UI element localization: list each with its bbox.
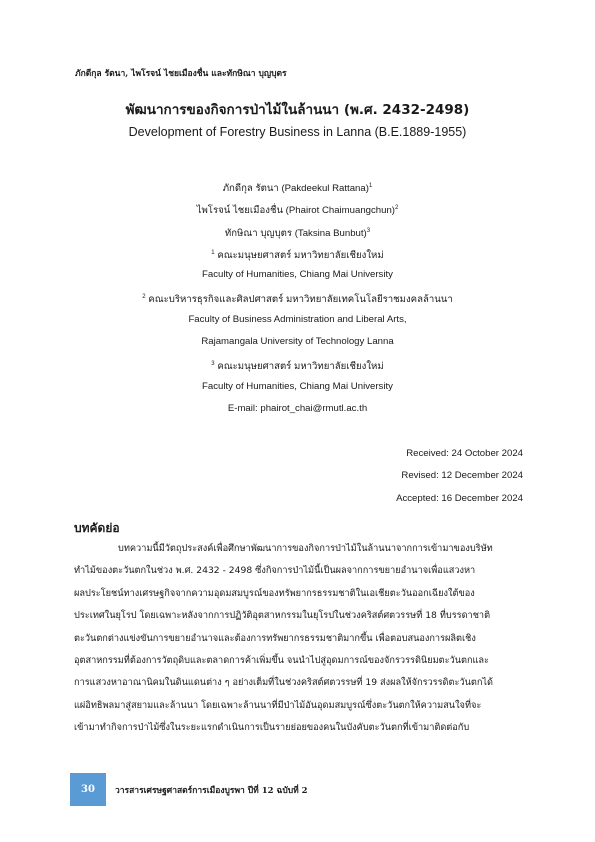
page-number: 30 bbox=[81, 784, 95, 795]
abstract-line: การแสวงหาอาณานิคมในดินแดนต่าง ๆ อย่างเต็มที่ในช่วงคริสต์ศตวรรษที่ 19 ส่งผลให้จักรวรรดิตะวันตกได้ bbox=[74, 677, 493, 689]
affiliation-3-sup: 3 bbox=[211, 361, 215, 368]
author-1-name: ภักดีกุล รัตนา (Pakdeekul Rattana) bbox=[222, 183, 369, 194]
abstract-line: แผ่อิทธิพลมาสู่สยามและล้านนา โดยเฉพาะล้านนาที่มีป่าไม้อันอุดมสมบูรณ์ซึ่งตะวันตกให้ความสนใจที่จะ bbox=[74, 699, 482, 711]
title-english: Development of Forestry Business in Lanna (B.E.1889-1955) bbox=[128, 125, 467, 139]
date-accepted: Accepted: 16 December 2024 bbox=[396, 492, 523, 504]
abstract-line: อุตสาหกรรมที่ต้องการวัตถุดิบและตลาดการค้าเพิ่มขึ้น จนนำไปสู่อุดมการณ์ของจักรวรรดินิยมตะวันตกและ bbox=[74, 654, 489, 666]
affiliation-1-english: Faculty of Humanities, Chiang Mai University bbox=[202, 269, 393, 281]
email: E-mail: phairot_chai@rmutl.ac.th bbox=[227, 402, 368, 414]
title-thai: พัฒนาการของกิจการป่าไม้ในล้านนา (พ.ศ. 2432-2498) bbox=[125, 102, 470, 118]
abstract-line: ผลประโยชน์ทางเศรษฐกิจจากความอุดมสมบูรณ์ของทรัพยากรธรรมชาติในเอเชียตะวันออกเฉียงใต้ของ bbox=[74, 587, 475, 599]
affiliation-3-english: Faculty of Humanities, Chiang Mai University bbox=[202, 380, 393, 392]
author-block bbox=[0, 175, 595, 420]
abstract-heading: บทคัดย่อ bbox=[74, 521, 120, 535]
abstract-line: ประเทศในยุโรป โดยเฉพาะหลังจากการปฏิวัติอุตสาหกรรมในยุโรปในช่วงคริสต์ศตวรรษที่ 18 ที่บรรดาชาติ bbox=[74, 610, 491, 622]
affiliation-1-thai-text: คณะมนุษยศาสตร์ มหาวิทยาลัยเชียงใหม่ bbox=[217, 249, 384, 261]
date-received: Received: 24 October 2024 bbox=[406, 448, 523, 459]
affiliation-2-thai bbox=[0, 286, 595, 308]
author-1 bbox=[0, 175, 595, 197]
abstract-line: เข้ามาทำกิจการป่าไม้ซึ่งในระยะแรกดำเนินการเป็นรายย่อยของคนในบังคับตะวันตกที่เข้ามาติดต่อกับ bbox=[74, 722, 470, 734]
author-2-sup: 2 bbox=[395, 205, 399, 212]
affiliation-2-sup: 2 bbox=[142, 294, 146, 301]
author-1-sup: 1 bbox=[368, 183, 373, 189]
affiliation-2-english-1: Faculty of Business Administration and Liberal Arts, bbox=[188, 313, 407, 325]
author-2-name: ไพโรจน์ ไชยเมืองชื่น (Phairot Chaimuangchun) bbox=[196, 205, 396, 217]
submission-dates bbox=[396, 443, 523, 510]
abstract-line: ทำไม้ของตะวันตกในช่วง พ.ศ. 2432 - 2498 ซึ่งกิจการป่าไม้นี้เป็นผลจากการขยายอำนาจเพื่อแสวงหา bbox=[74, 565, 476, 577]
affiliation-3-thai bbox=[0, 353, 595, 375]
abstract-line: บทความนี้มีวัตถุประสงค์เพื่อศึกษาพัฒนาการของกิจการป่าไม้ในล้านนาจากการเข้ามาของบริษัท bbox=[118, 543, 493, 554]
journal-name: วารสารเศรษฐศาสตร์การเมืองบูรพา ปีที่ 12 ฉบับที่ 2 bbox=[115, 786, 308, 796]
author-3-name: ทักษิณา บุญบุตร (Taksina Bunbut) bbox=[224, 227, 367, 239]
abstract-body bbox=[74, 538, 523, 740]
affiliation-1-thai bbox=[0, 242, 595, 264]
abstract-line: ตะวันตกต่างแข่งขันการขยายอำนาจและต้องการทรัพยากรธรรมชาติมากขึ้น เพื่อตอบสนองการผลิตเชิง bbox=[74, 632, 476, 644]
date-revised: Revised: 12 December 2024 bbox=[401, 470, 523, 482]
affiliation-3-thai-text: คณะมนุษยศาสตร์ มหาวิทยาลัยเชียงใหม่ bbox=[217, 361, 384, 373]
author-3 bbox=[0, 220, 595, 242]
affiliation-1-sup: 1 bbox=[211, 249, 215, 256]
author-3-sup: 3 bbox=[366, 227, 371, 234]
page-number-box bbox=[70, 773, 106, 806]
affiliation-2-thai-text: คณะบริหารธุรกิจและศิลปศาสตร์ มหาวิทยาลัยเทคโนโลยีราชมงคลล้านนา bbox=[148, 294, 453, 306]
affiliation-2-english-2: Rajamangala University of Technology Lanna bbox=[201, 336, 394, 348]
author-2 bbox=[0, 197, 595, 219]
running-head-authors: ภักดีกุล รัตนา, ไพโรจน์ ไชยเมืองชื่น และทักษิณา บุญบุตร bbox=[75, 69, 287, 79]
